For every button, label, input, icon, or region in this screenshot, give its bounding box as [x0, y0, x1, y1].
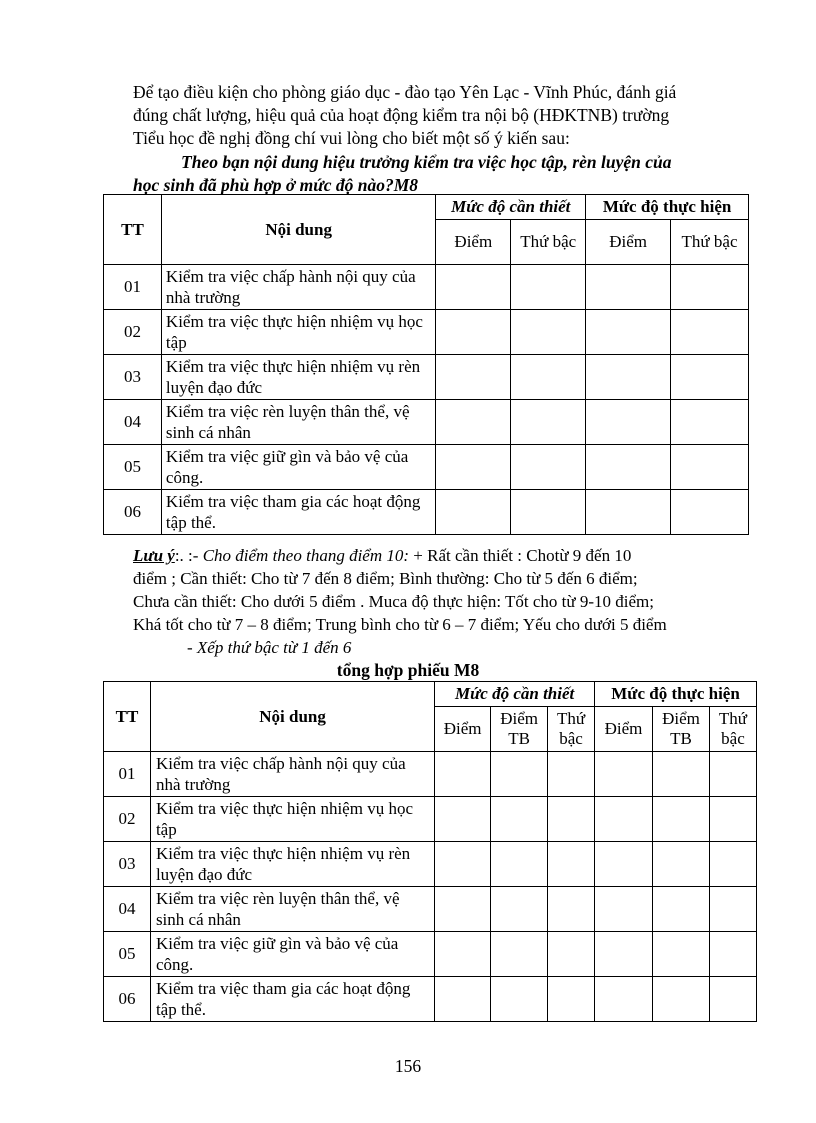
row-content: Kiểm tra việc thực hiện nhiệm vụ rèn luyện đạo đức [161, 355, 435, 400]
score-cell[interactable] [435, 932, 491, 977]
row-content: Kiểm tra việc chấp hành nội quy của nhà trường [150, 752, 434, 797]
score-cell[interactable] [435, 797, 491, 842]
rank-cell[interactable] [709, 842, 756, 887]
score-cell[interactable] [435, 752, 491, 797]
score-cell[interactable] [436, 265, 511, 310]
avg-cell[interactable] [491, 887, 548, 932]
note-line: điểm ; Cần thiết: Cho từ 7 đến 8 điểm; Bình thường: Cho từ 5 đến 6 điểm; [133, 569, 638, 588]
rank-cell[interactable] [511, 265, 586, 310]
avg-cell[interactable] [653, 977, 710, 1022]
row-content: Kiểm tra việc giữ gìn và bảo vệ của công. [161, 445, 435, 490]
row-content: Kiểm tra việc tham gia các hoạt động tập thể. [150, 977, 434, 1022]
header-tt: TT [104, 682, 151, 752]
table-row [104, 400, 749, 445]
rank-cell[interactable] [671, 265, 749, 310]
summary-table [103, 681, 757, 1022]
table-row [104, 355, 749, 400]
question-line: Theo bạn nội dung hiệu trưởng kiểm tra việc học tập, rèn luyện của [181, 152, 672, 172]
rank-cell[interactable] [548, 932, 595, 977]
score-cell[interactable] [586, 265, 671, 310]
rank-cell[interactable] [548, 842, 595, 887]
avg-cell[interactable] [653, 842, 710, 887]
header-score: Điểm [435, 707, 491, 752]
table-row [104, 752, 757, 797]
survey-table [103, 194, 749, 535]
score-cell[interactable] [436, 310, 511, 355]
rank-cell[interactable] [671, 400, 749, 445]
score-cell[interactable] [435, 977, 491, 1022]
score-cell[interactable] [595, 977, 653, 1022]
rank-cell[interactable] [671, 310, 749, 355]
avg-cell[interactable] [491, 977, 548, 1022]
row-tt: 05 [104, 932, 151, 977]
rank-cell[interactable] [511, 355, 586, 400]
row-content: Kiểm tra việc thực hiện nhiệm vụ học tập [150, 797, 434, 842]
row-content: Kiểm tra việc giữ gìn và bảo vệ của công. [150, 932, 434, 977]
avg-cell[interactable] [653, 797, 710, 842]
header-avg: Điểm TB [491, 707, 548, 752]
note-line: Chưa cần thiết: Cho dưới 5 điểm . Muca độ thực hiện: Tốt cho từ 9-10 điểm; [133, 592, 654, 611]
rank-cell[interactable] [671, 490, 749, 535]
page-number: 156 [394, 1056, 422, 1076]
header-rank: Thứ bậc [511, 220, 586, 265]
rank-cell[interactable] [709, 752, 756, 797]
row-tt: 01 [104, 265, 162, 310]
score-cell[interactable] [436, 445, 511, 490]
rank-cell[interactable] [709, 797, 756, 842]
table-row [104, 887, 757, 932]
row-tt: 05 [104, 445, 162, 490]
note-label: Lưu ý [133, 546, 175, 565]
rank-cell[interactable] [709, 977, 756, 1022]
score-cell[interactable] [436, 355, 511, 400]
scoring-note [133, 544, 753, 659]
header-do-level: Mức độ thực hiện [586, 195, 749, 220]
row-tt: 04 [104, 887, 151, 932]
row-content: Kiểm tra việc rèn luyện thân thể, vệ sinh cá nhân [161, 400, 435, 445]
row-tt: 03 [104, 355, 162, 400]
rank-cell[interactable] [671, 445, 749, 490]
avg-cell[interactable] [491, 932, 548, 977]
header-rank: Thứ bậc [709, 707, 756, 752]
survey-question [133, 151, 733, 197]
avg-cell[interactable] [491, 797, 548, 842]
header-need-level: Mức độ cần thiết [435, 682, 595, 707]
table-row [104, 265, 749, 310]
rank-cell[interactable] [511, 445, 586, 490]
header-score: Điểm [595, 707, 653, 752]
question-line: học sinh đã phù hợp ở mức độ nào?M8 [133, 175, 419, 195]
row-tt: 02 [104, 310, 162, 355]
rank-cell[interactable] [511, 400, 586, 445]
header-rank: Thứ bậc [548, 707, 595, 752]
score-cell[interactable] [586, 355, 671, 400]
score-cell[interactable] [595, 842, 653, 887]
table-row [104, 977, 757, 1022]
row-tt: 06 [104, 490, 162, 535]
score-cell[interactable] [586, 400, 671, 445]
table-row [104, 445, 749, 490]
score-cell[interactable] [595, 887, 653, 932]
score-cell[interactable] [595, 797, 653, 842]
row-content: Kiểm tra việc thực hiện nhiệm vụ rèn luyện đạo đức [150, 842, 434, 887]
avg-cell[interactable] [491, 842, 548, 887]
header-score: Điểm [586, 220, 671, 265]
score-cell[interactable] [436, 490, 511, 535]
table-row [104, 932, 757, 977]
header-need-level: Mức độ cần thiết [436, 195, 586, 220]
score-cell[interactable] [436, 400, 511, 445]
score-cell[interactable] [435, 842, 491, 887]
note-italic: - Cho điểm theo thang điểm 10: [192, 546, 410, 565]
row-tt: 01 [104, 752, 151, 797]
avg-cell[interactable] [653, 932, 710, 977]
rank-cell[interactable] [548, 887, 595, 932]
rank-cell[interactable] [548, 797, 595, 842]
table-row [104, 490, 749, 535]
row-tt: 03 [104, 842, 151, 887]
header-content: Nội dung [150, 682, 434, 752]
score-cell[interactable] [595, 752, 653, 797]
header-content: Nội dung [161, 195, 435, 265]
score-cell[interactable] [586, 310, 671, 355]
row-content: Kiểm tra việc thực hiện nhiệm vụ học tập [161, 310, 435, 355]
table-row [104, 797, 757, 842]
row-tt: 02 [104, 797, 151, 842]
note-text: + Rất cần thiết : Chotừ 9 đến 10 [413, 546, 632, 565]
rank-cell[interactable] [511, 490, 586, 535]
note-line: - Xếp thứ bậc từ 1 đến 6 [187, 638, 352, 657]
avg-cell[interactable] [653, 887, 710, 932]
header-tt: TT [104, 195, 162, 265]
avg-cell[interactable] [491, 752, 548, 797]
intro-line: Tiểu học đề nghị đồng chí vui lòng cho biết một số ý kiến sau: [133, 128, 570, 148]
intro-paragraph [133, 81, 733, 150]
note-line [133, 544, 753, 567]
intro-line: Để tạo điều kiện cho phòng giáo dục - đào tạo Yên Lạc - Vĩnh Phúc, đánh giá [133, 82, 677, 102]
avg-cell[interactable] [653, 752, 710, 797]
rank-cell[interactable] [709, 932, 756, 977]
row-content: Kiểm tra việc rèn luyện thân thể, vệ sinh cá nhân [150, 887, 434, 932]
row-tt: 04 [104, 400, 162, 445]
intro-line: đúng chất lượng, hiệu quả của hoạt động kiểm tra nội bộ (HĐKTNB) trường [133, 105, 670, 125]
score-cell[interactable] [586, 445, 671, 490]
table-header-row [104, 195, 749, 220]
rank-cell[interactable] [548, 752, 595, 797]
score-cell[interactable] [595, 932, 653, 977]
table-row [104, 310, 749, 355]
row-content: Kiểm tra việc tham gia các hoạt động tập thể. [161, 490, 435, 535]
header-score: Điểm [436, 220, 511, 265]
summary-title: tổng hợp phiếu M8 [336, 660, 480, 680]
rank-cell[interactable] [511, 310, 586, 355]
score-cell[interactable] [586, 490, 671, 535]
header-rank: Thứ bậc [671, 220, 749, 265]
header-avg: Điểm TB [653, 707, 710, 752]
note-separator: :. : [174, 546, 193, 565]
table-row [104, 842, 757, 887]
header-do-level: Mức độ thực hiện [595, 682, 757, 707]
rank-cell[interactable] [671, 355, 749, 400]
row-tt: 06 [104, 977, 151, 1022]
row-content: Kiểm tra việc chấp hành nội quy của nhà trường [161, 265, 435, 310]
note-line: Khá tốt cho từ 7 – 8 điểm; Trung bình cho từ 6 – 7 điểm; Yếu cho dưới 5 điểm [133, 615, 667, 634]
score-cell[interactable] [435, 887, 491, 932]
table-header-row [104, 682, 757, 707]
rank-cell[interactable] [709, 887, 756, 932]
rank-cell[interactable] [548, 977, 595, 1022]
